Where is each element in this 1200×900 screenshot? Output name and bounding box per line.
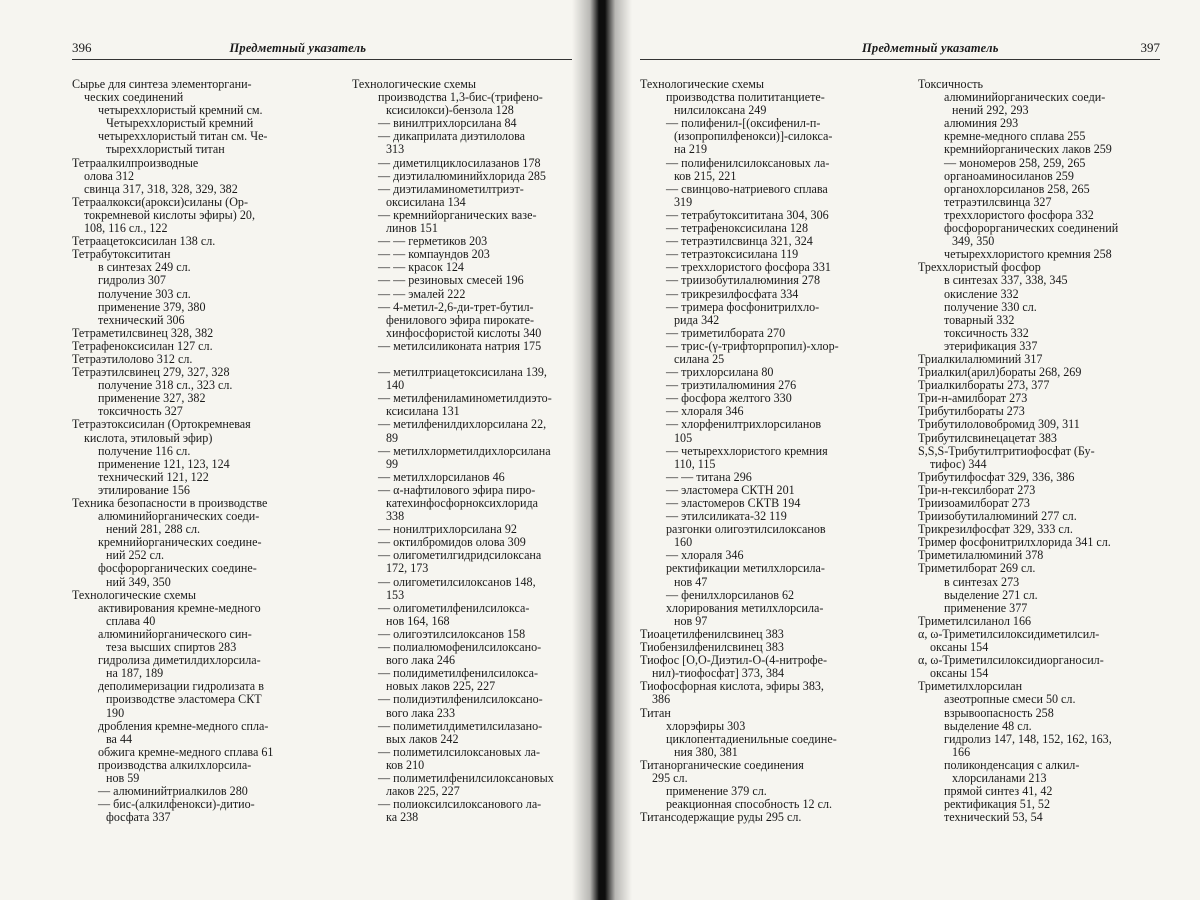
index-entry: взрывоопасность 258 xyxy=(944,706,1054,720)
index-entry: Четыреххлористый кремний xyxy=(106,117,254,131)
index-entry: производстве эластомера СКТ xyxy=(106,693,262,707)
book-gutter-shadow xyxy=(572,0,632,900)
index-entry: тетраэтилсвинца 327 xyxy=(944,195,1052,209)
index-entry: дробления кремне-медного спла- xyxy=(98,719,269,733)
right-column-2 xyxy=(918,78,1156,824)
index-entry: — — красок 124 xyxy=(378,261,464,275)
index-entry: ксисилана 131 xyxy=(386,405,460,419)
index-entry: — метилхлорметилдихлорсилана xyxy=(378,444,551,458)
index-entry: Тиоацетилфенилсвинец 383 xyxy=(640,627,784,641)
index-entry: поликонденсация с алкил- xyxy=(944,758,1080,772)
index-entry: применение 327, 382 xyxy=(98,392,206,406)
index-entry: Технологические схемы xyxy=(352,78,477,91)
index-entry: — полиоксилсилоксанового ла- xyxy=(378,798,542,812)
index-entry: нов 97 xyxy=(674,614,708,628)
index-entry: производства полититанциете- xyxy=(666,91,825,105)
index-entry: Триизобутилалюминий 277 сл. xyxy=(918,510,1077,524)
index-entry: — тетрабутоксититана 304, 306 xyxy=(666,208,829,222)
index-entry: 295 сл. xyxy=(652,771,688,785)
index-entry: катехинфосфорноксихлорида xyxy=(386,497,538,510)
index-entry: хлорирования метилхлорсила- xyxy=(666,601,824,615)
index-entry: Тетраацетоксисилан 138 сл. xyxy=(72,235,216,249)
index-entry: Трикрезилфосфат 329, 333 сл. xyxy=(918,523,1073,537)
index-entry: Сырье для синтеза элементоргани- xyxy=(72,78,252,91)
index-entry: — — резиновых смесей 196 xyxy=(378,274,524,288)
left-header-rule xyxy=(72,59,572,60)
index-entry: 89 xyxy=(386,431,399,445)
index-entry: Тетраалкилпроизводные xyxy=(72,156,199,170)
index-entry: — алюминийтриалкилов 280 xyxy=(98,785,248,799)
index-entry: олова 312 xyxy=(84,169,135,183)
right-column-1 xyxy=(640,78,902,824)
index-entry: — — герметиков 203 xyxy=(378,235,488,249)
index-entry: азеотропные смеси 50 сл. xyxy=(944,693,1076,707)
index-entry: — диметилциклосилазанов 178 xyxy=(378,156,541,170)
index-entry: — метилтриацетоксисилана 139, xyxy=(378,366,547,380)
index-entry: Трибутилоловобромид 309, 311 xyxy=(918,418,1080,432)
index-entry: алюминийорганических соеди- xyxy=(944,91,1106,105)
index-entry: ка 238 xyxy=(386,811,419,825)
right-page xyxy=(602,0,1200,900)
index-entry: реакционная способность 12 сл. xyxy=(666,798,833,812)
index-entry: 172, 173 xyxy=(386,562,429,576)
index-entry: 160 xyxy=(674,536,693,550)
index-entry: производства 1,3-бис-(трифено- xyxy=(378,91,543,105)
index-entry: — триизобутилалюминия 278 xyxy=(666,274,821,288)
index-entry: — фосфора желтого 330 xyxy=(666,392,792,406)
index-entry: треххлористого фосфора 332 xyxy=(944,208,1094,222)
index-entry: применение 377 xyxy=(944,601,1028,615)
index-entry: технический 306 xyxy=(98,313,185,327)
index-entry: — полиметилдиметилсилазано- xyxy=(378,719,543,733)
index-entry: оксаны 154 xyxy=(930,641,989,655)
index-entry: Тетраэтоксисилан (Ортокремневая xyxy=(72,418,251,432)
index-entry: 99 xyxy=(386,457,399,471)
index-entry: оксисилана 134 xyxy=(386,195,466,209)
index-entry: α, ω-Триметилсилоксидиметилсил- xyxy=(918,627,1100,641)
index-entry: Тетрабутоксититан xyxy=(72,248,171,262)
index-entry: фосфата 337 xyxy=(106,811,171,825)
index-entry: применение 121, 123, 124 xyxy=(98,457,230,471)
index-entry: применение 379 сл. xyxy=(666,785,767,799)
right-running-title: Предметный указатель xyxy=(862,41,999,55)
index-entry: — треххлористого фосфора 331 xyxy=(666,261,831,275)
index-entry: на 219 xyxy=(674,143,708,157)
index-entry: алюминийорганических соеди- xyxy=(98,510,260,524)
index-entry: Триметилборат 269 сл. xyxy=(918,562,1036,576)
index-entry: фосфорорганических соединений xyxy=(944,222,1119,236)
index-entry: силана 25 xyxy=(674,352,725,366)
index-entry: гидролиза диметилдихлорсила- xyxy=(98,654,261,668)
index-entry: — нонилтрихлорсилана 92 xyxy=(378,523,517,537)
index-entry: — фенилхлорсиланов 62 xyxy=(666,588,795,602)
index-entry: сплава 40 xyxy=(106,614,156,628)
index-entry: Триалкилалюминий 317 xyxy=(918,352,1043,366)
index-entry: 140 xyxy=(386,379,405,393)
index-entry: линов 151 xyxy=(386,222,438,236)
index-entry: — — эмалей 222 xyxy=(378,287,466,301)
index-entry: Титан xyxy=(640,706,671,720)
index-entry: в синтезах 249 сл. xyxy=(98,261,191,275)
index-entry: — олигометилсилоксанов 148, xyxy=(378,575,536,589)
index-entry: — 4-метил-2,6-ди-трет-бутил- xyxy=(378,300,534,314)
index-entry: Тример фосфонитрилхлорида 341 сл. xyxy=(918,536,1111,550)
index-entry: 110, 115 xyxy=(674,457,716,471)
index-entry: нений 281, 288 сл. xyxy=(106,523,201,537)
index-entry: нилсилоксана 249 xyxy=(674,104,767,118)
index-entry: — кремнийорганических вазе- xyxy=(378,208,537,222)
index-entry: фосфорорганических соедине- xyxy=(98,562,257,576)
index-entry: Тетраэтилсвинец 279, 327, 328 xyxy=(72,366,230,380)
index-entry: токсичность 327 xyxy=(98,405,183,419)
index-entry: — диэтиламинометилтриэт- xyxy=(378,182,524,196)
right-header-rule xyxy=(640,59,1160,60)
index-entry: ческих соединений xyxy=(84,91,184,105)
index-entry: производства алкилхлорсила- xyxy=(98,758,252,772)
index-entry: четыреххлористый титан см. Че- xyxy=(98,130,268,144)
index-entry: 349, 350 xyxy=(952,235,995,249)
index-entry: свинца 317, 318, 328, 329, 382 xyxy=(84,182,238,196)
index-entry: на 187, 189 xyxy=(106,667,164,681)
index-entry: деполимеризации гидролизата в xyxy=(98,680,264,694)
index-entry: технический 53, 54 xyxy=(944,811,1043,825)
index-entry: — полиметилфенилсилоксановых xyxy=(378,771,554,785)
index-entry: 153 xyxy=(386,588,405,602)
index-entry: активирования кремне-медного xyxy=(98,601,261,615)
index-entry: этерификация 337 xyxy=(944,339,1038,353)
index-entry: органохлорсиланов 258, 265 xyxy=(944,182,1090,196)
index-entry: — тетраэтилсвинца 321, 324 xyxy=(666,235,813,249)
index-entry: Трибутилбораты 273 xyxy=(918,405,1025,419)
index-entry: 105 xyxy=(674,431,693,445)
left-page-number: 396 xyxy=(72,40,92,55)
index-entry: Три-н-гексилборат 273 xyxy=(918,483,1036,497)
index-entry: хлорэфиры 303 xyxy=(666,719,746,733)
index-entry: ков 210 xyxy=(386,758,425,772)
index-entry: Технологические схемы xyxy=(72,588,197,602)
index-entry: выделение 48 сл. xyxy=(944,719,1032,733)
index-entry: обжига кремне-медного сплава 61 xyxy=(98,745,274,759)
index-entry: — бис-(алкилфенокси)-дитио- xyxy=(98,798,255,812)
index-entry: Тетрафеноксисилан 127 сл. xyxy=(72,339,213,353)
index-entry: — триэтилалюминия 276 xyxy=(666,379,797,393)
index-entry: Триалкил(арил)бораты 268, 269 xyxy=(918,366,1082,380)
index-entry: вого лака 233 xyxy=(386,706,456,720)
index-entry: получение 116 сл. xyxy=(98,444,191,458)
index-entry: циклопентадиенильные соедине- xyxy=(666,732,837,746)
index-entry: — свинцово-натриевого сплава xyxy=(666,182,828,196)
index-entry: Трибутилфосфат 329, 336, 386 xyxy=(918,470,1075,484)
index-entry: Трибутилсвинецацетат 383 xyxy=(918,431,1057,445)
left-page xyxy=(0,0,598,900)
index-entry: нов 164, 168 xyxy=(386,614,450,628)
index-entry: 338 xyxy=(386,510,405,524)
index-entry: Треххлористый фосфор xyxy=(918,261,1041,275)
index-entry: прямой синтез 41, 42 xyxy=(944,785,1053,799)
index-entry: Тетраалкокси(арокси)силаны (Ор- xyxy=(72,195,249,209)
index-entry: кремнийорганических соедине- xyxy=(98,536,262,550)
index-entry: — полифенил-[(оксифенил-п- xyxy=(666,117,821,131)
index-entry: лаков 225, 227 xyxy=(386,785,460,799)
index-entry: тифос) 344 xyxy=(930,457,987,471)
index-entry: — трис-(γ-трифторпропил)-хлор- xyxy=(666,339,839,353)
index-entry: — метилфениламинометилдиэто- xyxy=(378,392,552,406)
index-entry: S,S,S-Трибутилтритиофосфат (Бу- xyxy=(918,444,1095,458)
right-page-header xyxy=(640,40,1160,60)
index-entry: этилирование 156 xyxy=(98,483,190,497)
index-entry: получение 330 сл. xyxy=(944,300,1037,314)
index-entry: — эластомера СКТН 201 xyxy=(666,483,795,497)
left-running-title: Предметный указатель xyxy=(229,41,367,55)
index-entry: Титанорганические соединения xyxy=(640,758,804,772)
index-entry: ний 349, 350 xyxy=(106,575,171,589)
index-entry: — хлорфенилтрихлорсиланов xyxy=(666,418,822,432)
index-entry: технический 121, 122 xyxy=(98,470,209,484)
index-entry: Триметилалюминий 378 xyxy=(918,549,1044,563)
index-entry: — октилбромидов олова 309 xyxy=(378,536,526,550)
index-entry: — дикаприлата диэтилолова xyxy=(378,130,526,144)
index-entry: нил)-тиофосфат] 373, 384 xyxy=(652,667,785,681)
index-entry: Триалкилбораты 273, 377 xyxy=(918,379,1050,393)
index-entry: — метилхлорсиланов 46 xyxy=(378,470,505,484)
index-entry: нов 59 xyxy=(106,771,140,785)
index-entry: Тиофосфорная кислота, эфиры 383, xyxy=(640,680,824,694)
index-entry: — трихлорсилана 80 xyxy=(666,366,774,380)
index-entry: разгонки олигоэтилсилоксанов xyxy=(666,523,826,537)
index-entry: Триметилсиланол 166 xyxy=(918,614,1032,628)
index-entry: — полиметилсилоксановых ла- xyxy=(378,745,541,759)
index-entry: — метилфенилдихлорсилана 22, xyxy=(378,418,547,432)
index-entry: в синтезах 273 xyxy=(944,575,1020,589)
index-entry: окисление 332 xyxy=(944,287,1019,301)
index-entry: Триметилхлорсилан xyxy=(918,680,1023,694)
index-entry: Тетраэтилолово 312 сл. xyxy=(72,352,193,366)
index-entry: Токсичность xyxy=(918,78,984,91)
index-entry: теза высших спиртов 283 xyxy=(106,641,237,655)
left-column-2 xyxy=(352,78,588,824)
index-entry: гидролиз 147, 148, 152, 162, 163, xyxy=(944,732,1112,746)
index-entry: ков 215, 221 xyxy=(674,169,737,183)
index-entry: 319 xyxy=(674,195,693,209)
index-entry: алюминийорганического син- xyxy=(98,627,252,641)
index-entry: — — титана 296 xyxy=(666,470,752,484)
index-entry: — этилсиликата-32 119 xyxy=(666,510,787,524)
index-entry: хинфосфористой кислоты 340 xyxy=(386,326,542,340)
index-entry: 190 xyxy=(106,706,125,720)
index-entry: кремнийорганических лаков 259 xyxy=(944,143,1112,157)
index-entry: Тиобензилфенилсвинец 383 xyxy=(640,641,784,655)
index-entry: Три-н-амилборат 273 xyxy=(918,392,1028,406)
index-entry: — олигоэтилсилоксанов 158 xyxy=(378,627,526,641)
index-entry: ва 44 xyxy=(106,732,133,746)
index-entry: ректификации метилхлорсила- xyxy=(666,562,825,576)
index-entry: — четыреххлористого кремния xyxy=(666,444,828,458)
index-entry: — тетраэтоксисилана 119 xyxy=(666,248,799,262)
index-entry: кислота, этиловый эфир) xyxy=(84,431,213,445)
index-entry: получение 303 сл. xyxy=(98,287,191,301)
index-entry: токремневой кислоты эфиры) 20, xyxy=(84,208,255,222)
index-entry: ксисилокси)-бензола 128 xyxy=(386,104,514,118)
index-entry: — α-нафтилового эфира пиро- xyxy=(378,483,536,497)
index-entry: — метилсиликоната натрия 175 xyxy=(378,339,542,353)
index-entry xyxy=(352,353,588,366)
index-entry: фенилового эфира пирокате- xyxy=(386,313,534,327)
index-entry: 166 xyxy=(952,745,971,759)
index-entry: — олигометилфенилсилокса- xyxy=(378,601,530,615)
index-entry: рида 342 xyxy=(674,313,720,327)
index-entry: — винилтрихлорсилана 84 xyxy=(378,117,517,131)
index-entry: Тиофос [О,О-Диэтил-О-(4-нитрофе- xyxy=(640,654,828,668)
index-entry: — полифенилсилоксановых ла- xyxy=(666,156,830,170)
index-entry: Тетраметилсвинец 328, 382 xyxy=(72,326,214,340)
index-entry: — полидиметилфенилсилокса- xyxy=(378,667,539,681)
index-entry: Техника безопасности в производстве xyxy=(72,497,268,510)
index-entry: в синтезах 337, 338, 345 xyxy=(944,274,1068,288)
index-entry: — эластомеров СКТВ 194 xyxy=(666,497,801,510)
index-entry: — полидиэтилфенилсилоксано- xyxy=(378,693,543,707)
index-entry: товарный 332 xyxy=(944,313,1015,327)
index-entry: нов 47 xyxy=(674,575,708,589)
index-entry: выделение 271 сл. xyxy=(944,588,1038,602)
left-page-header xyxy=(72,40,572,60)
index-entry: Триизоамилборат 273 xyxy=(918,497,1030,510)
index-entry: нений 292, 293 xyxy=(952,104,1029,118)
index-entry: — хлораля 346 xyxy=(666,405,744,419)
right-page-number: 397 xyxy=(1140,40,1160,55)
index-entry: получение 318 сл., 323 сл. xyxy=(98,379,233,393)
index-entry: — тримера фосфонитрилхло- xyxy=(666,300,820,314)
index-entry: оксаны 154 xyxy=(930,667,989,681)
index-entry: — трикрезилфосфата 334 xyxy=(666,287,799,301)
index-entry: токсичность 332 xyxy=(944,326,1029,340)
index-entry: ний 252 сл. xyxy=(106,549,165,563)
index-entry: четыреххлористый кремний см. xyxy=(98,104,263,118)
index-entry: — диэтилалюминийхлорида 285 xyxy=(378,169,546,183)
index-entry: — хлораля 346 xyxy=(666,549,744,563)
index-entry: ния 380, 381 xyxy=(674,745,738,759)
index-entry: 386 xyxy=(652,693,671,707)
index-entry: 313 xyxy=(386,143,405,157)
index-entry: Технологические схемы xyxy=(640,78,765,91)
index-entry: применение 379, 380 xyxy=(98,300,206,314)
index-entry: тыреххлористый титан xyxy=(106,143,225,157)
index-entry: Титансодержащие руды 295 сл. xyxy=(640,811,802,825)
index-entry: (изопропилфенокси)]-силокса- xyxy=(674,130,833,144)
index-entry: четыреххлористого кремния 258 xyxy=(944,248,1112,262)
index-entry: — мономеров 258, 259, 265 xyxy=(944,156,1086,170)
index-entry: хлорсиланами 213 xyxy=(952,771,1047,785)
index-entry: — олигометилгидридсилоксана xyxy=(378,549,542,563)
index-entry: — тетрафеноксисилана 128 xyxy=(666,222,809,236)
index-entry: органоаминосиланов 259 xyxy=(944,169,1074,183)
index-entry: вых лаков 242 xyxy=(386,732,459,746)
index-entry: ректификация 51, 52 xyxy=(944,798,1051,812)
index-entry: — — компаундов 203 xyxy=(378,248,490,262)
index-entry: вого лака 246 xyxy=(386,654,456,668)
index-entry: гидролиз 307 xyxy=(98,274,166,288)
index-entry: 108, 116 сл., 122 xyxy=(84,222,168,236)
index-entry: новых лаков 225, 227 xyxy=(386,680,496,694)
left-column-1 xyxy=(72,78,334,824)
index-entry: — полиалюмофенилсилоксано- xyxy=(378,641,542,655)
index-entry: кремне-медного сплава 255 xyxy=(944,130,1086,144)
index-entry: алюминия 293 xyxy=(944,117,1019,131)
index-entry: — триметилбората 270 xyxy=(666,326,786,340)
index-entry: α, ω-Триметилсилоксидиорганосил- xyxy=(918,654,1104,668)
